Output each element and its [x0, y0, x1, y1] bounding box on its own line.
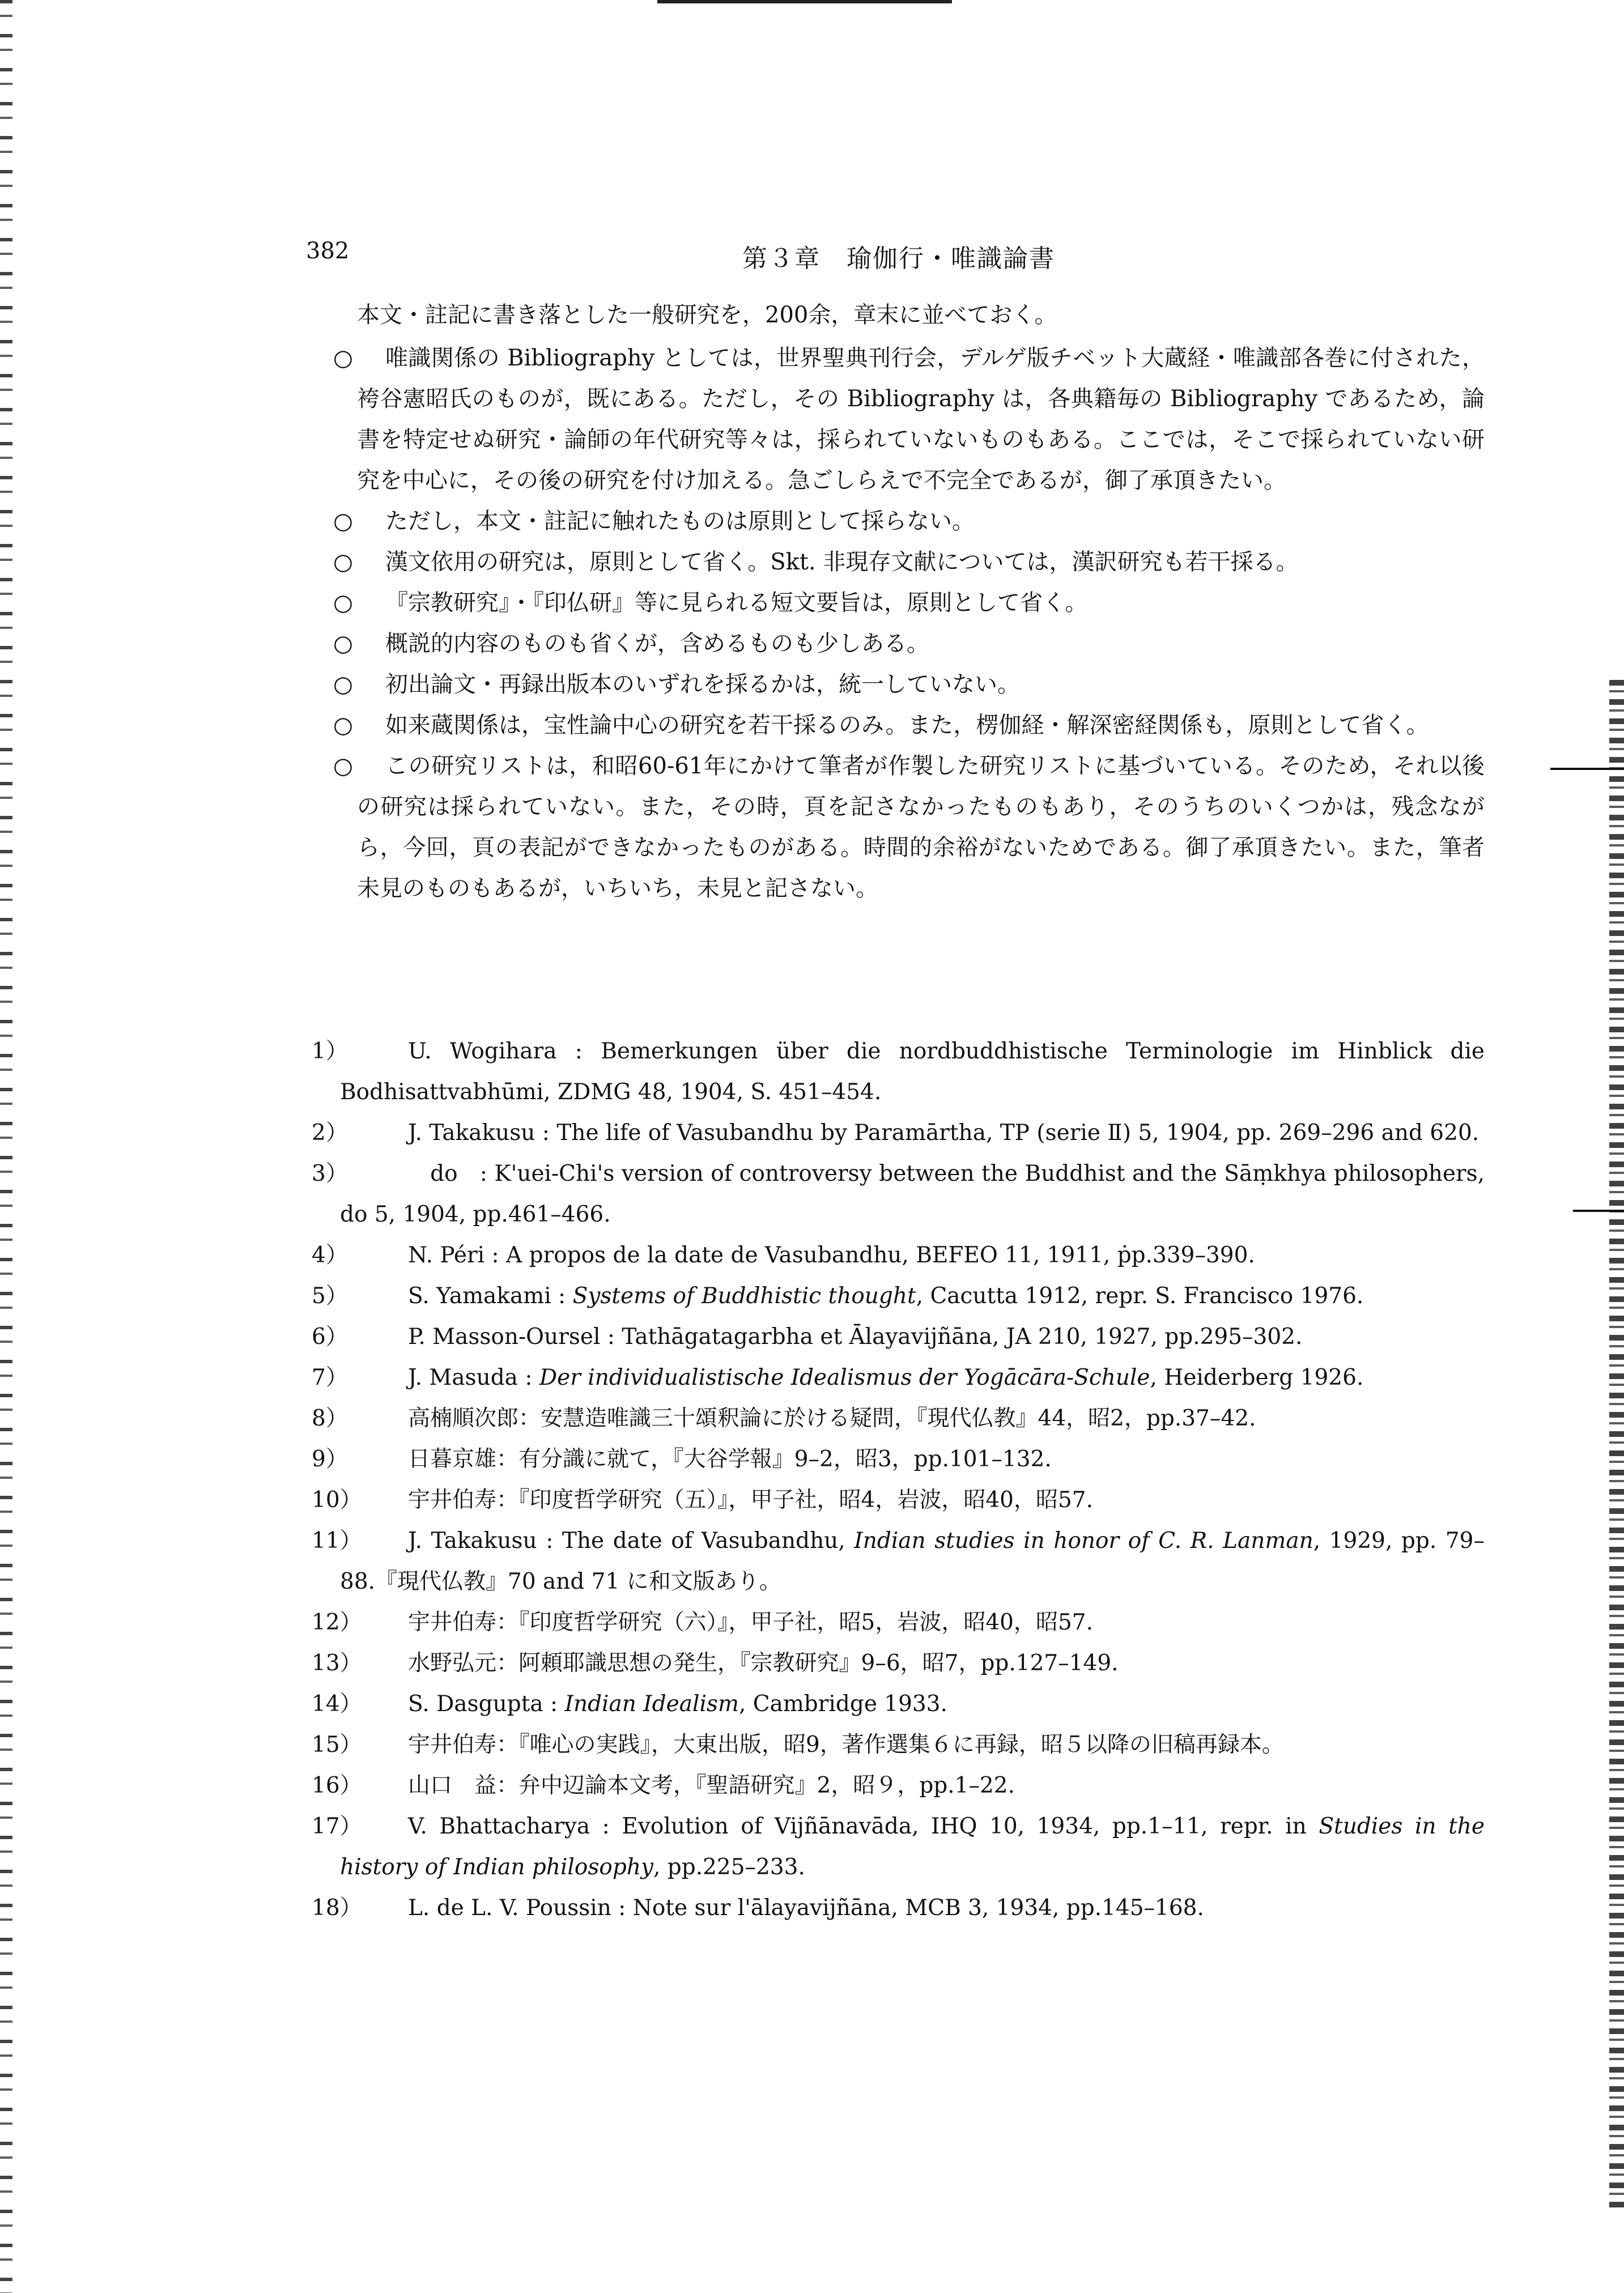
entry-text: J. Takakusu : The life of Vasubandhu by Paramārtha, TP (serie Ⅱ) 5, 1904, pp. 269–296 and 620.	[408, 1120, 1480, 1146]
bibliography-entry	[312, 1684, 1485, 1725]
scan-edge-left	[0, 0, 12, 2293]
note-item	[334, 746, 1485, 909]
entry-number: 5）	[312, 1283, 348, 1309]
entry-number: 4）	[312, 1243, 348, 1268]
bibliography-entry	[312, 1806, 1485, 1888]
entry-number: 8）	[312, 1406, 348, 1431]
entry-number: 11）	[312, 1528, 362, 1554]
bibliography-list	[312, 1031, 1485, 1929]
entry-text: P. Masson-Oursel : Tathāgatagarbha et Ālayavijñāna, JA 210, 1927, pp.295–302.	[408, 1324, 1303, 1350]
entry-text: J. Takakusu : The date of Vasubandhu, Indian studies in honor of C. R. Lanman, 1929, pp. 79–88.『現代仏教』70 and 71 に和文版あり。	[340, 1528, 1485, 1594]
note-item	[334, 582, 1485, 623]
bullet-circle-icon: ○	[333, 753, 353, 779]
scan-right-tick	[1550, 768, 1624, 770]
entry-number: 6）	[312, 1324, 348, 1350]
note-text: ただし，本文・註記に触れたものは原則として採らない。	[385, 508, 975, 534]
bibliography-entry	[312, 1398, 1485, 1439]
bibliography-entry	[312, 1358, 1485, 1398]
entry-text: 宇井伯寿：『印度哲学研究（六）』，甲子社，昭5，岩波，昭40，昭57.	[408, 1610, 1093, 1635]
bullet-circle-icon: ○	[333, 508, 353, 534]
bibliography-entry	[312, 1766, 1485, 1806]
entry-number: 15）	[312, 1732, 362, 1758]
notes-section	[334, 295, 1485, 909]
note-text: 『宗教研究』・『印仏研』等に見られる短文要旨は，原則として省く。	[385, 590, 1088, 616]
bibliography-entry	[312, 1480, 1485, 1521]
note-item	[334, 705, 1485, 746]
entry-number: 1）	[312, 1039, 348, 1064]
note-text: 唯識関係の Bibliography としては，世界聖典刊行会，デルゲ版チベット大蔵経・唯識部各巻に付された，袴谷憲昭氏のものが，既にある。ただし，その Bibliography は，各典籍毎の Bibliography であるため，論書を特定せぬ研究・論師の年代研究等々は，採られていないものもある。ここでは，そこで採られていない研究を中心に，その後の研究を付け加える。急ごしらえで不完全であるが，御了承頂きたい。	[357, 345, 1485, 494]
bibliography-entry	[312, 1521, 1485, 1602]
entry-text: S. Dasgupta : Indian Idealism, Cambridge 1933.	[408, 1691, 947, 1717]
note-item	[334, 501, 1485, 542]
bullet-circle-icon: ○	[333, 590, 353, 616]
note-text: 漢文依用の研究は，原則として省く。Skt. 非現存文献については，漢訳研究も若干採る。	[385, 549, 1299, 575]
entry-text: L. de L. V. Poussin : Note sur l'ālayavijñāna, MCB 3, 1934, pp.145–168.	[408, 1895, 1204, 1921]
note-item	[334, 623, 1485, 664]
entry-number: 18）	[312, 1895, 362, 1921]
bullet-circle-icon: ○	[333, 712, 353, 738]
entry-number: 7）	[312, 1365, 348, 1390]
entry-text: 宇井伯寿：『印度哲学研究（五）』，甲子社，昭4，岩波，昭40，昭57.	[408, 1487, 1093, 1513]
entry-number: 12）	[312, 1610, 362, 1635]
bibliography-entry	[312, 1602, 1485, 1643]
bibliography-entry	[312, 1317, 1485, 1358]
scan-top-mark	[657, 0, 952, 3]
note-text: 概説的内容のものも省くが，含めるものも少しある。	[385, 631, 929, 657]
bullet-circle-icon: ○	[333, 671, 353, 697]
note-item	[334, 542, 1485, 582]
entry-number: 10）	[312, 1487, 362, 1513]
bibliography-entry	[312, 1276, 1485, 1317]
scan-edge-right	[1609, 680, 1624, 2210]
entry-number: 9）	[312, 1447, 348, 1472]
entry-text: 宇井伯寿：『唯心の実践』，大東出版，昭9，著作選集６に再録，昭５以降の旧稿再録本。	[408, 1732, 1284, 1758]
note-item	[334, 338, 1485, 501]
running-title: 第３章 瑜伽行・唯識論書	[742, 244, 1055, 273]
entry-text: V. Bhattacharya : Evolution of Vijñānavāda, IHQ 10, 1934, pp.1–11, repr. in Studies in the history of Indian philosophy, pp.225–233.	[340, 1814, 1485, 1880]
bullet-circle-icon: ○	[333, 631, 353, 657]
entry-number: 3）	[312, 1161, 348, 1186]
notes-list	[334, 338, 1485, 909]
entry-number: 14）	[312, 1691, 362, 1717]
page-header	[306, 238, 1496, 272]
bibliography-entry	[312, 1643, 1485, 1684]
entry-text: U. Wogihara : Bemerkungen über die nordbuddhistische Terminologie im Hinblick die Bodhisattvabhūmi, ZDMG 48, 1904, S. 451–454.	[340, 1039, 1485, 1105]
entry-text: 日暮京雄：有分識に就て，『大谷学報』9–2，昭3，pp.101–132.	[408, 1447, 1052, 1472]
bibliography-entry	[312, 1154, 1485, 1235]
entry-text: do : K'uei-Chi's version of controversy between the Buddhist and the Sāṃkhya philosophers, do 5, 1904, pp.461–466.	[340, 1161, 1485, 1227]
entry-number: 17）	[312, 1814, 362, 1839]
entry-text: J. Masuda : Der individualistische Idealismus der Yogācāra-Schule, Heiderberg 1926.	[408, 1365, 1364, 1390]
bullet-circle-icon: ○	[333, 345, 353, 371]
entry-text: 山口 益：弁中辺論本文考，『聖語研究』2，昭９，pp.1–22.	[408, 1773, 1015, 1798]
note-text: 初出論文・再録出版本のいずれを採るかは，統一していない。	[385, 671, 1020, 697]
scan-right-tick	[1573, 1210, 1624, 1212]
bibliography-entry	[312, 1113, 1485, 1154]
entry-text: 水野弘元：阿頼耶識思想の発生，『宗教研究』9–6，昭7，pp.127–149.	[408, 1650, 1119, 1676]
note-item	[334, 664, 1485, 705]
bibliography-entry	[312, 1888, 1485, 1929]
entry-number: 16）	[312, 1773, 362, 1798]
bibliography-entry	[312, 1235, 1485, 1276]
page-number: 382	[306, 238, 350, 264]
entry-text: 高楠順次郎：安慧造唯識三十頌釈論に於ける疑問，『現代仏教』44，昭2，pp.37–42.	[408, 1406, 1256, 1431]
bullet-circle-icon: ○	[333, 549, 353, 575]
entry-number: 2）	[312, 1120, 348, 1146]
bibliography-entry	[312, 1725, 1485, 1766]
intro-paragraph: 本文・註記に書き落とした一般研究を，200余，章末に並べておく。	[357, 302, 1057, 328]
entry-text: N. Péri : A propos de la date de Vasubandhu, BEFEO 11, 1911, ṗp.339–390.	[408, 1243, 1255, 1268]
entry-number: 13）	[312, 1650, 362, 1676]
bibliography-entry	[312, 1439, 1485, 1480]
note-text: この研究リストは，和昭60-61年にかけて筆者が作製した研究リストに基づいている。そのため，それ以後の研究は採られていない。また，その時，頁を記さなかったものもあり，そのうちのいくつかは，残念ながら，今回，頁の表記ができなかったものがある。時間的余裕がないためである。御了承頂きたい。また，筆者未見のものもあるが，いちいち，未見と記さない。	[357, 753, 1485, 901]
bibliography-entry	[312, 1031, 1485, 1113]
note-text: 如来蔵関係は，宝性論中心の研究を若干採るのみ。また，楞伽経・解深密経関係も，原則として省く。	[385, 712, 1429, 738]
entry-text: S. Yamakami : Systems of Buddhistic thought, Cacutta 1912, repr. S. Francisco 1976.	[408, 1283, 1364, 1309]
